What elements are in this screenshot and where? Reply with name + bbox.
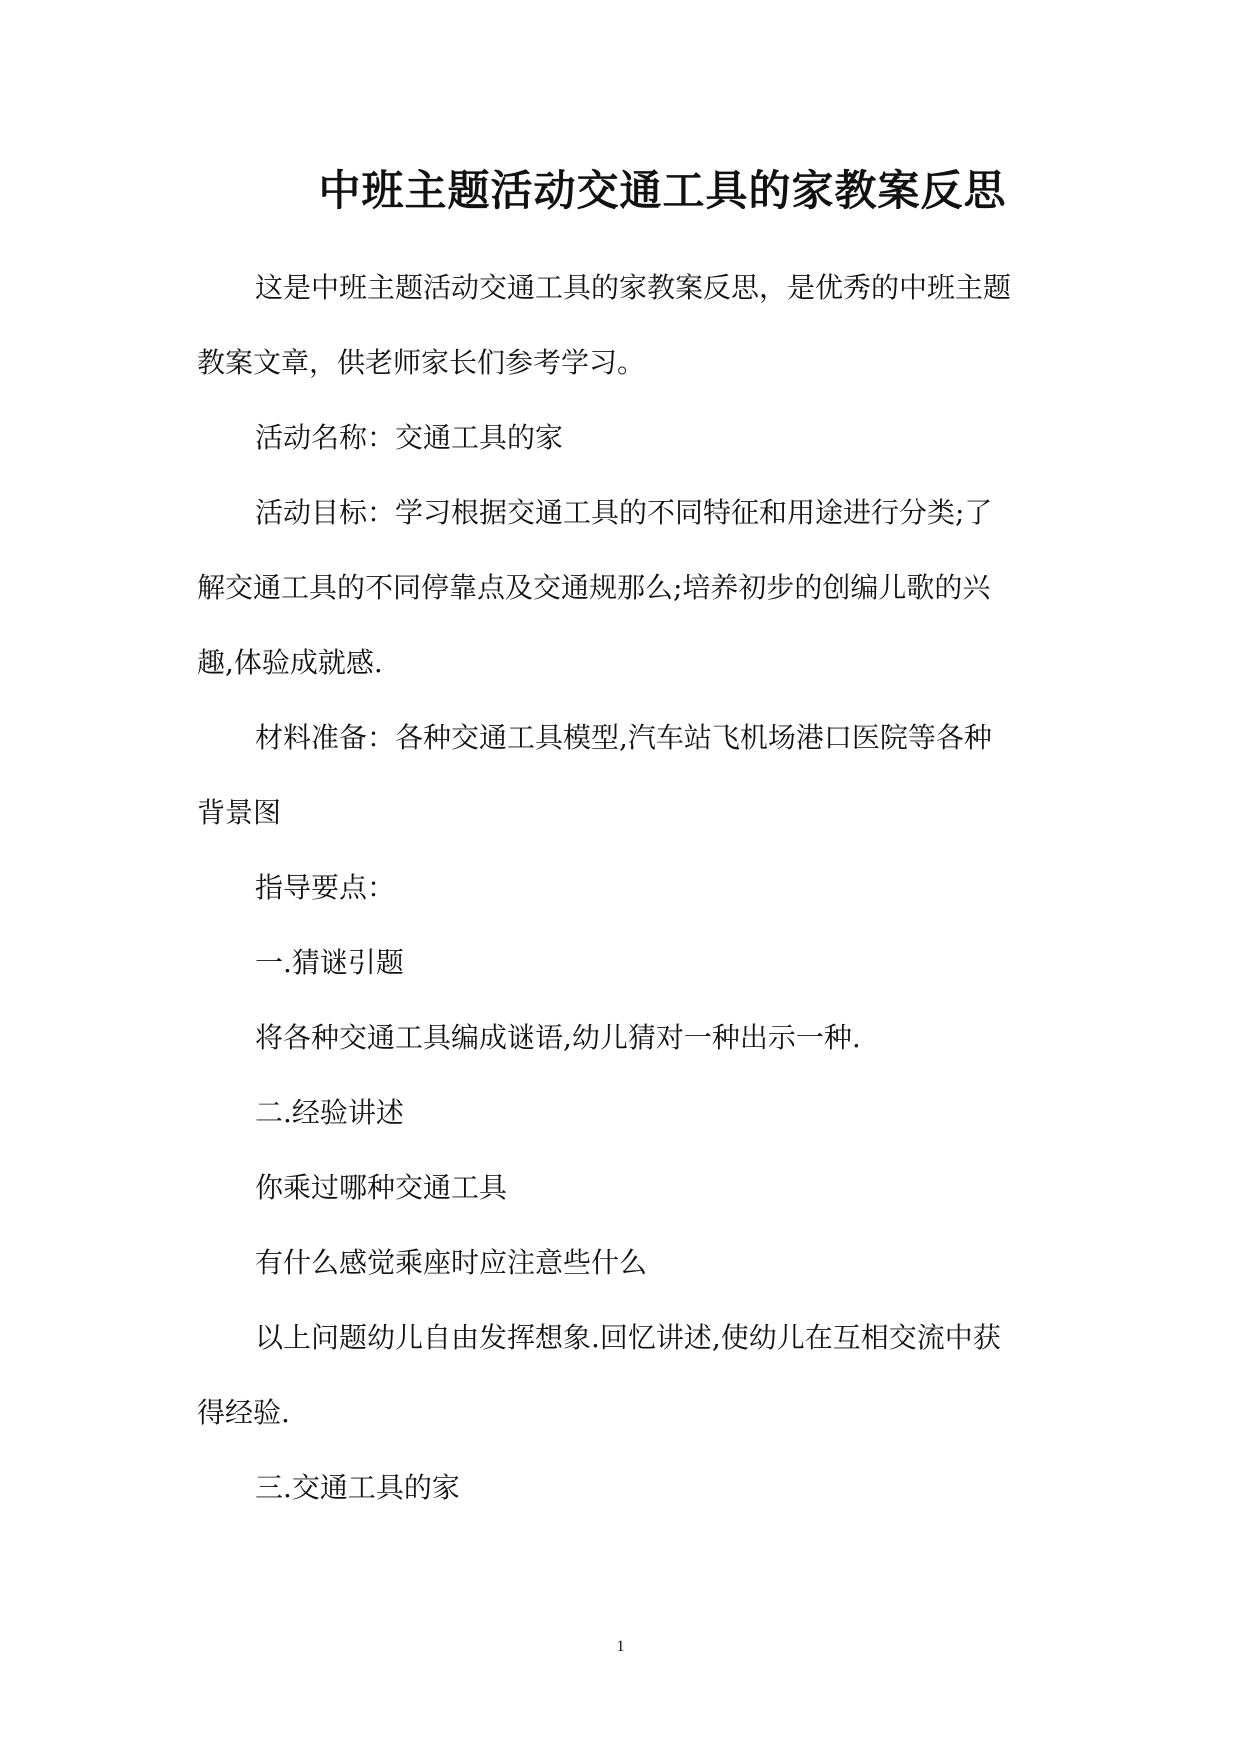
paragraph-line: 以上问题幼儿自由发挥想象.回忆讲述,使幼儿在互相交流中获 (255, 1321, 1001, 1354)
paragraph-line: 这是中班主题活动交通工具的家教案反思，是优秀的中班主题 (255, 271, 1012, 304)
paragraph-line: 教案文章，供老师家长们参考学习。 (197, 346, 646, 379)
paragraph-line: 将各种交通工具编成谜语,幼儿猜对一种出示一种. (255, 1021, 861, 1054)
paragraph-line: 三.交通工具的家 (255, 1471, 460, 1504)
paragraph-line: 材料准备：各种交通工具模型,汽车站飞机场港口医院等各种 (255, 721, 992, 754)
paragraph-line: 解交通工具的不同停靠点及交通规那么;培养初步的创编儿歌的兴 (197, 571, 991, 604)
paragraph-line: 指导要点： (255, 871, 396, 904)
paragraph-line: 一.猜谜引题 (255, 946, 404, 979)
paragraph-line: 得经验. (197, 1396, 290, 1429)
paragraph-line: 趣,体验成就感. (197, 646, 383, 679)
paragraph-line: 有什么感觉乘座时应注意些什么 (255, 1246, 648, 1279)
paragraph-line: 你乘过哪种交通工具 (255, 1171, 508, 1204)
page-number: 1 (616, 1638, 625, 1655)
paragraph-line: 活动名称：交通工具的家 (255, 421, 564, 454)
paragraph-line: 活动目标：学习根据交通工具的不同特征和用途进行分类;了 (255, 496, 993, 529)
paragraph-line: 二.经验讲述 (255, 1096, 404, 1129)
document-title: 中班主题活动交通工具的家教案反思 (318, 166, 1007, 215)
paragraph-line: 背景图 (197, 796, 282, 829)
